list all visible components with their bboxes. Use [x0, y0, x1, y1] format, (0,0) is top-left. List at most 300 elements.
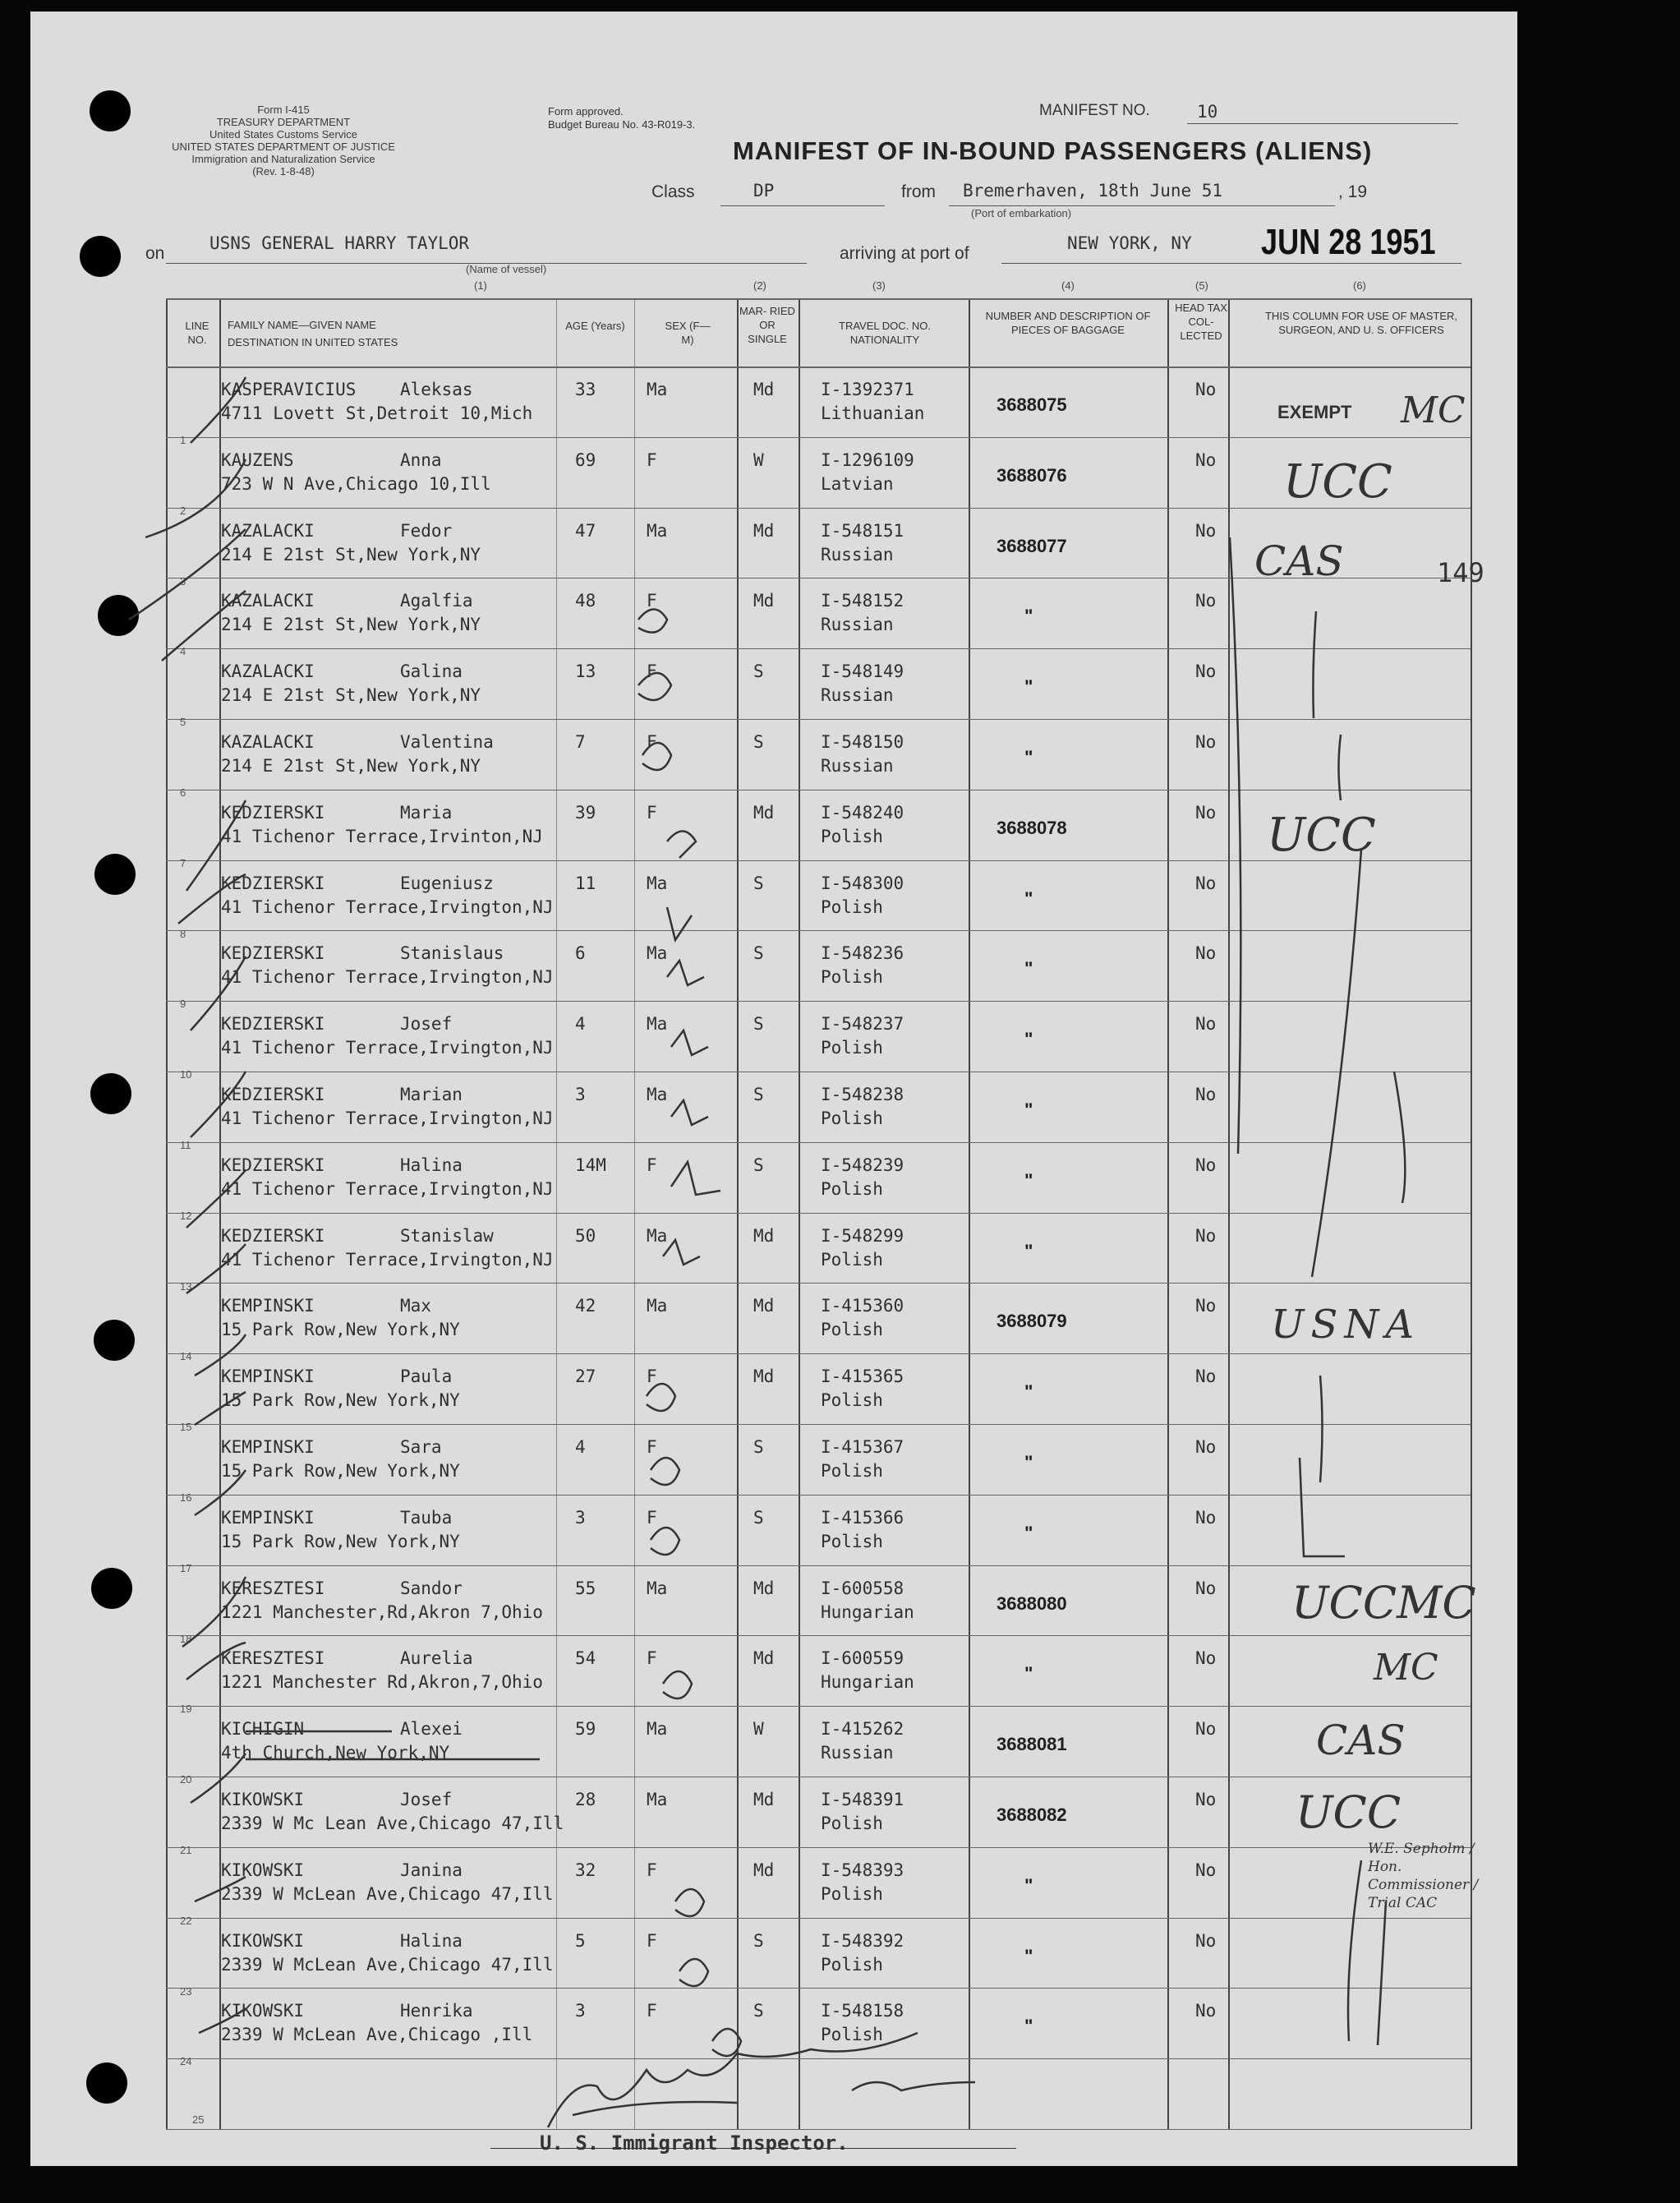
baggage-ditto: " [1024, 887, 1033, 909]
line-number: 22 [180, 1914, 192, 1927]
exempt-stamp: EXEMPT [1277, 402, 1352, 422]
head-tax: No [1195, 1437, 1217, 1457]
head-tax: No [1195, 1719, 1217, 1740]
sex-scribble [642, 743, 671, 770]
sex: Ma [647, 1225, 668, 1246]
baggage-ditto: " [1024, 1099, 1033, 1120]
travel-doc-no: I-415365 [821, 1367, 904, 1387]
family-name: KAZALACKI [221, 591, 315, 611]
head-tax: No [1195, 802, 1217, 823]
given-name: Valentina [400, 732, 494, 752]
travel-doc-no: I-548393 [821, 1860, 904, 1880]
sex: F [647, 1507, 657, 1528]
destination-address: 2339 W Mc Lean Ave,Chicago 47,Ill [221, 1814, 564, 1833]
travel-doc-no: I-548391 [821, 1790, 904, 1809]
column-number: (5) [1195, 279, 1208, 292]
sex: F [647, 2001, 657, 2021]
signature-stroke [548, 2033, 918, 2127]
age: 50 [575, 1225, 596, 1246]
sex-scribble [712, 2029, 741, 2056]
nationality: Russian [821, 615, 894, 635]
baggage-number: 3688080 [996, 1592, 1067, 1614]
family-name: KERESZTESI [221, 1648, 325, 1669]
baggage-number: 3688078 [996, 817, 1067, 838]
check-mark [195, 1334, 246, 1376]
col-officers: THIS COLUMN FOR USE OF MASTER, SURGEON, AND U. S. OFFICERS [1264, 310, 1457, 336]
manifest-no-label: MANIFEST NO. [1039, 102, 1150, 119]
column-number: (3) [872, 279, 886, 292]
age: 13 [575, 661, 596, 682]
class-value: DP [753, 181, 775, 200]
officer-stroke [1339, 735, 1342, 800]
age: 3 [575, 2001, 586, 2021]
arriving-label: arriving at port of [840, 244, 969, 263]
marital-status: S [753, 1014, 764, 1035]
sex: F [647, 802, 657, 823]
line-number: 19 [180, 1703, 192, 1716]
family-name: KIKOWSKI [221, 1860, 305, 1880]
line-number: 20 [180, 1773, 192, 1786]
destination-address: 15 Park Row,New York,NY [221, 1461, 460, 1481]
officer-stroke [1312, 850, 1361, 1277]
sex-scribble [651, 1458, 679, 1485]
line-number: 13 [180, 1279, 192, 1293]
travel-doc-no: I-548149 [821, 661, 904, 682]
given-name: Josef [400, 1790, 453, 1809]
line-number: 11 [180, 1139, 191, 1151]
col-head-tax: HEAD TAX COL- LECTED [1175, 302, 1227, 342]
baggage-ditto: " [1024, 1874, 1033, 1896]
nationality: Polish [821, 1883, 883, 1904]
col-line-no: LINE NO. [185, 320, 209, 346]
head-tax: No [1195, 661, 1217, 682]
travel-doc-no: I-600558 [821, 1578, 904, 1598]
marital-status: Md [753, 802, 775, 823]
travel-doc-no: I-548150 [821, 732, 904, 752]
manifest-no-value: 10 [1197, 102, 1218, 122]
age: 39 [575, 802, 596, 823]
marital-status: S [753, 661, 764, 682]
baggage-number: 3688076 [996, 464, 1067, 486]
marital-status: S [753, 1155, 764, 1175]
sex: Ma [647, 1719, 668, 1740]
col-age: AGE (Years) [565, 320, 625, 332]
col-married: MAR- RIED OR SINGLE [739, 305, 795, 345]
destination-address: 1221 Manchester,Rd,Akron 7,Ohio [221, 1602, 543, 1622]
given-name: Halina [400, 1155, 463, 1175]
sex-scribble [671, 1162, 720, 1195]
destination-address: 41 Tichenor Terrace,Irvington,NJ [221, 1249, 554, 1270]
baggage-ditto: " [1024, 1381, 1033, 1403]
baggage-number: 3688079 [996, 1311, 1067, 1332]
sex-scribble [638, 673, 671, 700]
arrival-port: NEW YORK, NY [1067, 233, 1192, 253]
age: 27 [575, 1367, 596, 1387]
officer-stroke [1300, 1458, 1345, 1556]
head-tax: No [1195, 591, 1217, 611]
given-name: Janina [400, 1860, 463, 1880]
destination-address: 214 E 21st St,New York,NY [221, 615, 481, 635]
baggage-ditto: " [1024, 1169, 1033, 1191]
immigration-service: Immigration and Naturalization Service [191, 153, 375, 165]
destination-address: 2339 W McLean Ave,Chicago 47,Ill [221, 1954, 554, 1975]
handwritten-ucc: UCC [1296, 1786, 1402, 1838]
head-tax: No [1195, 1648, 1217, 1669]
check-mark [191, 956, 246, 1030]
marital-status: Md [753, 1296, 775, 1316]
line-number: 17 [180, 1561, 192, 1574]
sex-scribble [638, 610, 667, 633]
line-number: 14 [180, 1350, 192, 1363]
check-mark [186, 1170, 246, 1228]
check-mark [186, 1244, 246, 1293]
officer-stroke [1230, 537, 1240, 1154]
marital-status: S [753, 873, 764, 893]
sex: Ma [647, 1085, 668, 1104]
check-mark [191, 1754, 246, 1803]
sex-scribble [675, 1889, 704, 1916]
travel-doc-no: I-548158 [821, 2001, 904, 2021]
travel-doc-no: I-415360 [821, 1296, 904, 1316]
sex-scribble [671, 1100, 708, 1125]
family-name: KIKOWSKI [221, 1790, 305, 1809]
marital-status: Md [753, 1648, 775, 1669]
check-mark [145, 459, 246, 537]
family-name: KEMPINSKI [221, 1507, 315, 1528]
nationality: Russian [821, 1743, 894, 1763]
sex: F [647, 1860, 657, 1880]
code-149: 149 [1437, 557, 1484, 588]
travel-doc-no: I-415262 [821, 1719, 904, 1740]
destination-address: 15 Park Row,New York,NY [221, 1531, 460, 1551]
family-name: KIKOWSKI [221, 2001, 305, 2021]
family-name: KEDZIERSKI [221, 1014, 325, 1035]
destination-address: 4th Church,New York,NY [221, 1743, 450, 1763]
embarkation-caption: (Port of embarkation) [971, 207, 1072, 219]
travel-doc-no: I-548152 [821, 591, 904, 611]
marital-status: Md [753, 1578, 775, 1598]
destination-address: 41 Tichenor Terrace,Irvington,NJ [221, 1178, 554, 1199]
family-name: KEDZIERSKI [221, 802, 325, 823]
family-name: KEMPINSKI [221, 1296, 315, 1316]
baggage-ditto: " [1024, 2016, 1033, 2037]
family-name: KEDZIERSKI [221, 1155, 325, 1175]
age: 32 [575, 1860, 596, 1880]
sex: F [647, 591, 657, 611]
sex: Ma [647, 873, 668, 893]
sex: Ma [647, 1014, 668, 1035]
line-number: 12 [180, 1209, 192, 1222]
age: 59 [575, 1719, 596, 1740]
marital-status: Md [753, 1790, 775, 1809]
marital-status: Md [753, 520, 775, 541]
given-name: Halina [400, 1930, 463, 1951]
nationality: Polish [821, 1390, 883, 1411]
check-mark [162, 591, 246, 661]
given-name: Marian [400, 1085, 463, 1104]
officer-stroke [1378, 1901, 1386, 2045]
sex-scribble [671, 1030, 708, 1055]
column-number: (2) [753, 279, 766, 292]
line-number: 3 [180, 574, 186, 588]
justice-department: UNITED STATES DEPARTMENT OF JUSTICE [172, 141, 395, 153]
head-tax: No [1195, 1790, 1217, 1809]
sex: F [647, 1437, 657, 1457]
sex-scribble [651, 1528, 679, 1555]
officer-stroke [1394, 1072, 1405, 1203]
destination-address: 2339 W McLean Ave,Chicago 47,Ill [221, 1883, 554, 1904]
given-name: Paula [400, 1367, 453, 1387]
marital-status: S [753, 1507, 764, 1528]
given-name: Aurelia [400, 1648, 473, 1669]
handwritten-uccmc: UCCMC [1291, 1577, 1476, 1629]
travel-doc-no: I-1392371 [821, 380, 914, 399]
marital-status: Md [753, 591, 775, 611]
nationality: Polish [821, 1178, 883, 1199]
check-mark [191, 377, 246, 443]
baggage-ditto: " [1024, 1522, 1033, 1543]
given-name: Agalfia [400, 591, 473, 611]
year-label: , 19 [1338, 182, 1368, 201]
travel-doc-no: I-548238 [821, 1085, 904, 1104]
given-name: Sara [400, 1437, 442, 1457]
travel-doc-no: I-548300 [821, 873, 904, 893]
family-name: KEDZIERSKI [221, 943, 325, 964]
line-number: 9 [180, 998, 186, 1011]
age: 4 [575, 1014, 586, 1035]
sex: Ma [647, 1790, 668, 1809]
given-name: Henrika [400, 2001, 473, 2021]
destination-address: 4711 Lovett St,Detroit 10,Mich [221, 403, 533, 423]
handwritten-side-note: W.E. Sepholm / Hon. Commissioner / Trial CAC [1368, 1841, 1479, 1911]
sex: Ma [647, 943, 668, 964]
family-name: KICHIGIN [221, 1719, 305, 1740]
line-number: 10 [180, 1068, 192, 1081]
age: 48 [575, 591, 596, 611]
marital-status: S [753, 1085, 764, 1104]
age: 4 [575, 1437, 586, 1457]
destination-address: 723 W N Ave,Chicago 10,Ill [221, 473, 491, 494]
given-name: Galina [400, 661, 463, 682]
baggage-number: 3688077 [996, 535, 1067, 556]
col-destination: DESTINATION IN UNITED STATES [228, 336, 398, 348]
travel-doc-no: I-548237 [821, 1014, 904, 1035]
marital-status: Md [753, 1367, 775, 1387]
baggage-ditto: " [1024, 747, 1033, 767]
age: 5 [575, 1930, 586, 1951]
sex-scribble [647, 1384, 675, 1411]
head-tax: No [1195, 1578, 1217, 1598]
travel-doc-no: I-415367 [821, 1437, 904, 1457]
destination-address: 41 Tichenor Terrace,Irvington,NJ [221, 1108, 554, 1128]
head-tax: No [1195, 943, 1217, 964]
customs-service: United States Customs Service [209, 128, 357, 141]
nationality: Polish [821, 2025, 883, 2045]
head-tax: No [1195, 1225, 1217, 1246]
given-name: Maria [400, 802, 453, 823]
head-tax: No [1195, 732, 1217, 752]
head-tax: No [1195, 1507, 1217, 1528]
destination-address: 214 E 21st St,New York,NY [221, 756, 481, 776]
form-approved: Form approved. [548, 105, 624, 118]
destination-address: 15 Park Row,New York,NY [221, 1320, 460, 1340]
destination-address: 1221 Manchester Rd,Akron,7,Ohio [221, 1672, 543, 1693]
officer-stroke [1313, 611, 1316, 718]
line-number: 6 [180, 786, 186, 799]
nationality: Polish [821, 1249, 883, 1270]
column-number: (1) [474, 279, 487, 292]
check-mark [199, 2008, 246, 2033]
age: 3 [575, 1507, 586, 1528]
nationality: Russian [821, 544, 894, 565]
marital-status: S [753, 732, 764, 752]
head-tax: No [1195, 1367, 1217, 1387]
given-name: Tauba [400, 1507, 453, 1528]
handwritten-usna: USNA [1271, 1302, 1420, 1348]
given-name: Stanislaus [400, 943, 504, 964]
marital-status: S [753, 1437, 764, 1457]
sex-scribble [667, 832, 696, 859]
nationality: Polish [821, 896, 883, 917]
given-name: Stanislaw [400, 1225, 494, 1246]
sex: Ma [647, 1578, 668, 1598]
family-name: KASPERAVICIUS [221, 380, 357, 399]
head-tax: No [1195, 1155, 1217, 1175]
age: 7 [575, 732, 586, 752]
sex: Ma [647, 520, 668, 541]
family-name: KAZALACKI [221, 520, 315, 541]
officer-stroke [1348, 1860, 1361, 2041]
col-travel-doc: TRAVEL DOC. NO. NATIONALITY [839, 320, 931, 346]
handwritten-mc: MC [1401, 389, 1466, 431]
marital-status: W [753, 449, 764, 470]
line-number: 16 [180, 1491, 192, 1504]
treasury-department: TREASURY DEPARTMENT [216, 116, 351, 128]
line-number: 23 [180, 1984, 192, 1998]
nationality: Latvian [821, 473, 894, 494]
marital-status: Md [753, 380, 775, 399]
vessel-caption: (Name of vessel) [466, 263, 547, 275]
sex-scribble [663, 1240, 700, 1265]
age: 6 [575, 943, 586, 964]
sex: F [647, 449, 657, 470]
head-tax: No [1195, 449, 1217, 470]
handwritten-cas: CAS [1316, 1717, 1406, 1764]
nationality: Polish [821, 1954, 883, 1975]
baggage-ditto: " [1024, 676, 1033, 698]
col-sex: SEX (F—M) [665, 320, 711, 346]
baggage-ditto: " [1024, 958, 1033, 979]
marital-status: S [753, 2001, 764, 2021]
travel-doc-no: I-1296109 [821, 449, 914, 470]
family-name: KEDZIERSKI [221, 1085, 325, 1104]
head-tax: No [1195, 1860, 1217, 1880]
line-number: 15 [180, 1421, 192, 1434]
baggage-ditto: " [1024, 1240, 1033, 1261]
baggage-ditto: " [1024, 1945, 1033, 1966]
head-tax: No [1195, 873, 1217, 893]
form-revision: (Rev. 1-8-48) [252, 165, 315, 177]
nationality: Lithuanian [821, 403, 925, 423]
head-tax: No [1195, 1085, 1217, 1104]
sex: F [647, 1648, 657, 1669]
sex-scribble [663, 1671, 692, 1698]
destination-address: 41 Tichenor Terrace,Irvington,NJ [221, 967, 554, 988]
handwritten-ucc: UCC [1267, 809, 1376, 862]
travel-doc-no: I-548239 [821, 1155, 904, 1175]
travel-doc-no: I-548299 [821, 1225, 904, 1246]
signature-stroke [573, 2102, 737, 2115]
budget-bureau-no: Budget Bureau No. 43-R019-3. [548, 118, 696, 131]
travel-doc-no: I-415366 [821, 1507, 904, 1528]
on-label: on [145, 244, 165, 263]
nationality: Polish [821, 967, 883, 988]
family-name: KEDZIERSKI [221, 1225, 325, 1246]
check-mark [186, 1643, 246, 1680]
handwritten-ucc: UCC [1283, 455, 1392, 509]
age: 3 [575, 1085, 586, 1104]
manifest-page [30, 12, 1517, 2166]
destination-address: 2339 W McLean Ave,Chicago ,Ill [221, 2025, 533, 2045]
family-name: KERESZTESI [221, 1578, 325, 1598]
age: 11 [575, 873, 596, 893]
travel-doc-no: I-600559 [821, 1648, 904, 1669]
family-name: KEDZIERSKI [221, 873, 325, 893]
column-number: (6) [1353, 279, 1366, 292]
sex: F [647, 1155, 657, 1175]
given-name: Max [400, 1296, 431, 1316]
destination-address: 41 Tichenor Terrace,Irvington,NJ [221, 1038, 554, 1058]
embarkation-value: Bremerhaven, 18th June 51 [963, 181, 1223, 200]
age: 69 [575, 449, 596, 470]
check-mark [195, 1877, 246, 1901]
line-number: 1 [180, 434, 186, 446]
sex: F [647, 661, 657, 682]
line-number: 8 [180, 927, 186, 940]
line-25: 25 [192, 2113, 205, 2126]
given-name: Aleksas [400, 380, 473, 399]
family-name: KIKOWSKI [221, 1930, 305, 1951]
check-mark [186, 800, 246, 891]
baggage-ditto: " [1024, 1452, 1033, 1473]
immigrant-inspector-label: U. S. Immigrant Inspector. [540, 2132, 849, 2155]
given-name: Josef [400, 1014, 453, 1035]
check-mark [178, 874, 246, 924]
baggage-number: 3688082 [996, 1804, 1067, 1825]
nationality: Russian [821, 685, 894, 706]
sex: F [647, 732, 657, 752]
line-number: 24 [180, 2055, 192, 2068]
age: 14M [575, 1155, 606, 1175]
check-mark [191, 1072, 246, 1137]
line-number: 7 [180, 856, 186, 869]
head-tax: No [1195, 520, 1217, 541]
nationality: Polish [821, 1108, 883, 1128]
destination-address: 214 E 21st St,New York,NY [221, 544, 481, 565]
travel-doc-no: I-548392 [821, 1930, 904, 1951]
head-tax: No [1195, 2001, 1217, 2021]
sex: Ma [647, 1296, 668, 1316]
marital-status: Md [753, 1225, 775, 1246]
head-tax: No [1195, 1014, 1217, 1035]
nationality: Polish [821, 826, 883, 846]
head-tax: No [1195, 380, 1217, 399]
marital-status: S [753, 1930, 764, 1951]
family-name: KEMPINSKI [221, 1437, 315, 1457]
given-name: Fedor [400, 520, 453, 541]
marital-status: S [753, 943, 764, 964]
nationality: Polish [821, 1814, 883, 1833]
